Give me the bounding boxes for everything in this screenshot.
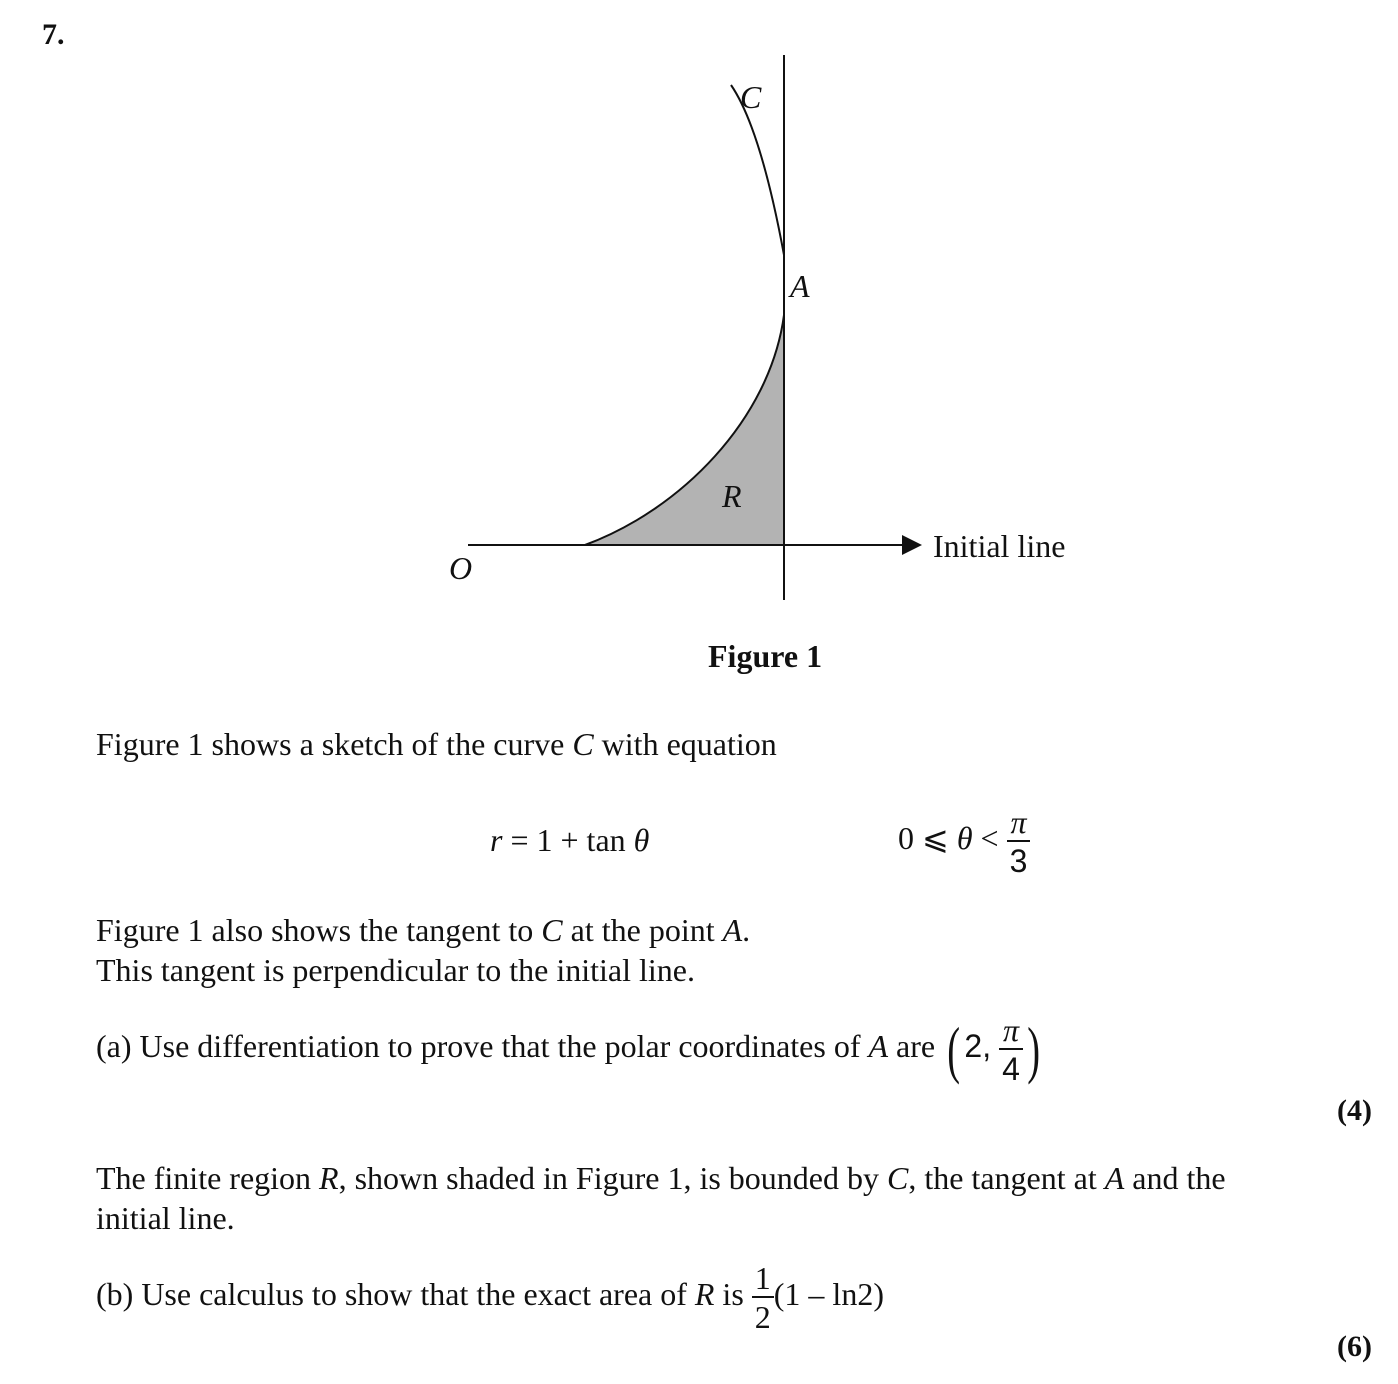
label-o: O bbox=[449, 550, 473, 586]
range-fraction: $\frac{\pi}{3}$ bbox=[1007, 806, 1031, 877]
label-c: C bbox=[740, 79, 762, 115]
region-text: The finite region R, shown shaded in Figure 1, is bounded by C, the tangent at A and the bbox=[96, 1160, 1226, 1196]
initial-line-arrow-icon bbox=[902, 535, 922, 555]
part-a: (a) Use differentiation to prove that the polar coordinates of A are ( 2, $\frac{\pi}{4}$ ) bbox=[96, 1012, 1040, 1087]
label-a: A bbox=[790, 268, 810, 304]
half-fraction: $\frac{1}{2}$ bbox=[752, 1262, 774, 1333]
perpendicular-text: This tangent is perpendicular to the initial line. bbox=[96, 952, 695, 988]
label-r: R bbox=[722, 478, 742, 514]
equation-range: 0 ⩽ θ < $\frac{\pi}{3}$ bbox=[898, 806, 1030, 877]
region-text-line2: initial line. bbox=[96, 1200, 235, 1236]
tangent-text: Figure 1 also shows the tangent to C at the point A. bbox=[96, 912, 751, 948]
equation: r = 1 + tan θ bbox=[490, 822, 650, 858]
label-initial-line: Initial line bbox=[933, 528, 1066, 564]
coord-fraction: $\frac{\pi}{4}$ bbox=[999, 1014, 1023, 1085]
part-b-marks: (6) bbox=[1337, 1330, 1372, 1363]
intro-text: Figure 1 shows a sketch of the curve C with equation bbox=[96, 726, 777, 762]
question-number: 7. bbox=[42, 18, 65, 51]
part-a-marks: (4) bbox=[1337, 1094, 1372, 1127]
shaded-region-r bbox=[585, 315, 784, 545]
figure-caption: Figure 1 bbox=[708, 638, 823, 674]
part-b: (b) Use calculus to show that the exact area of R is $\frac{1}{2}$ (1 – ln2) bbox=[96, 1260, 884, 1335]
